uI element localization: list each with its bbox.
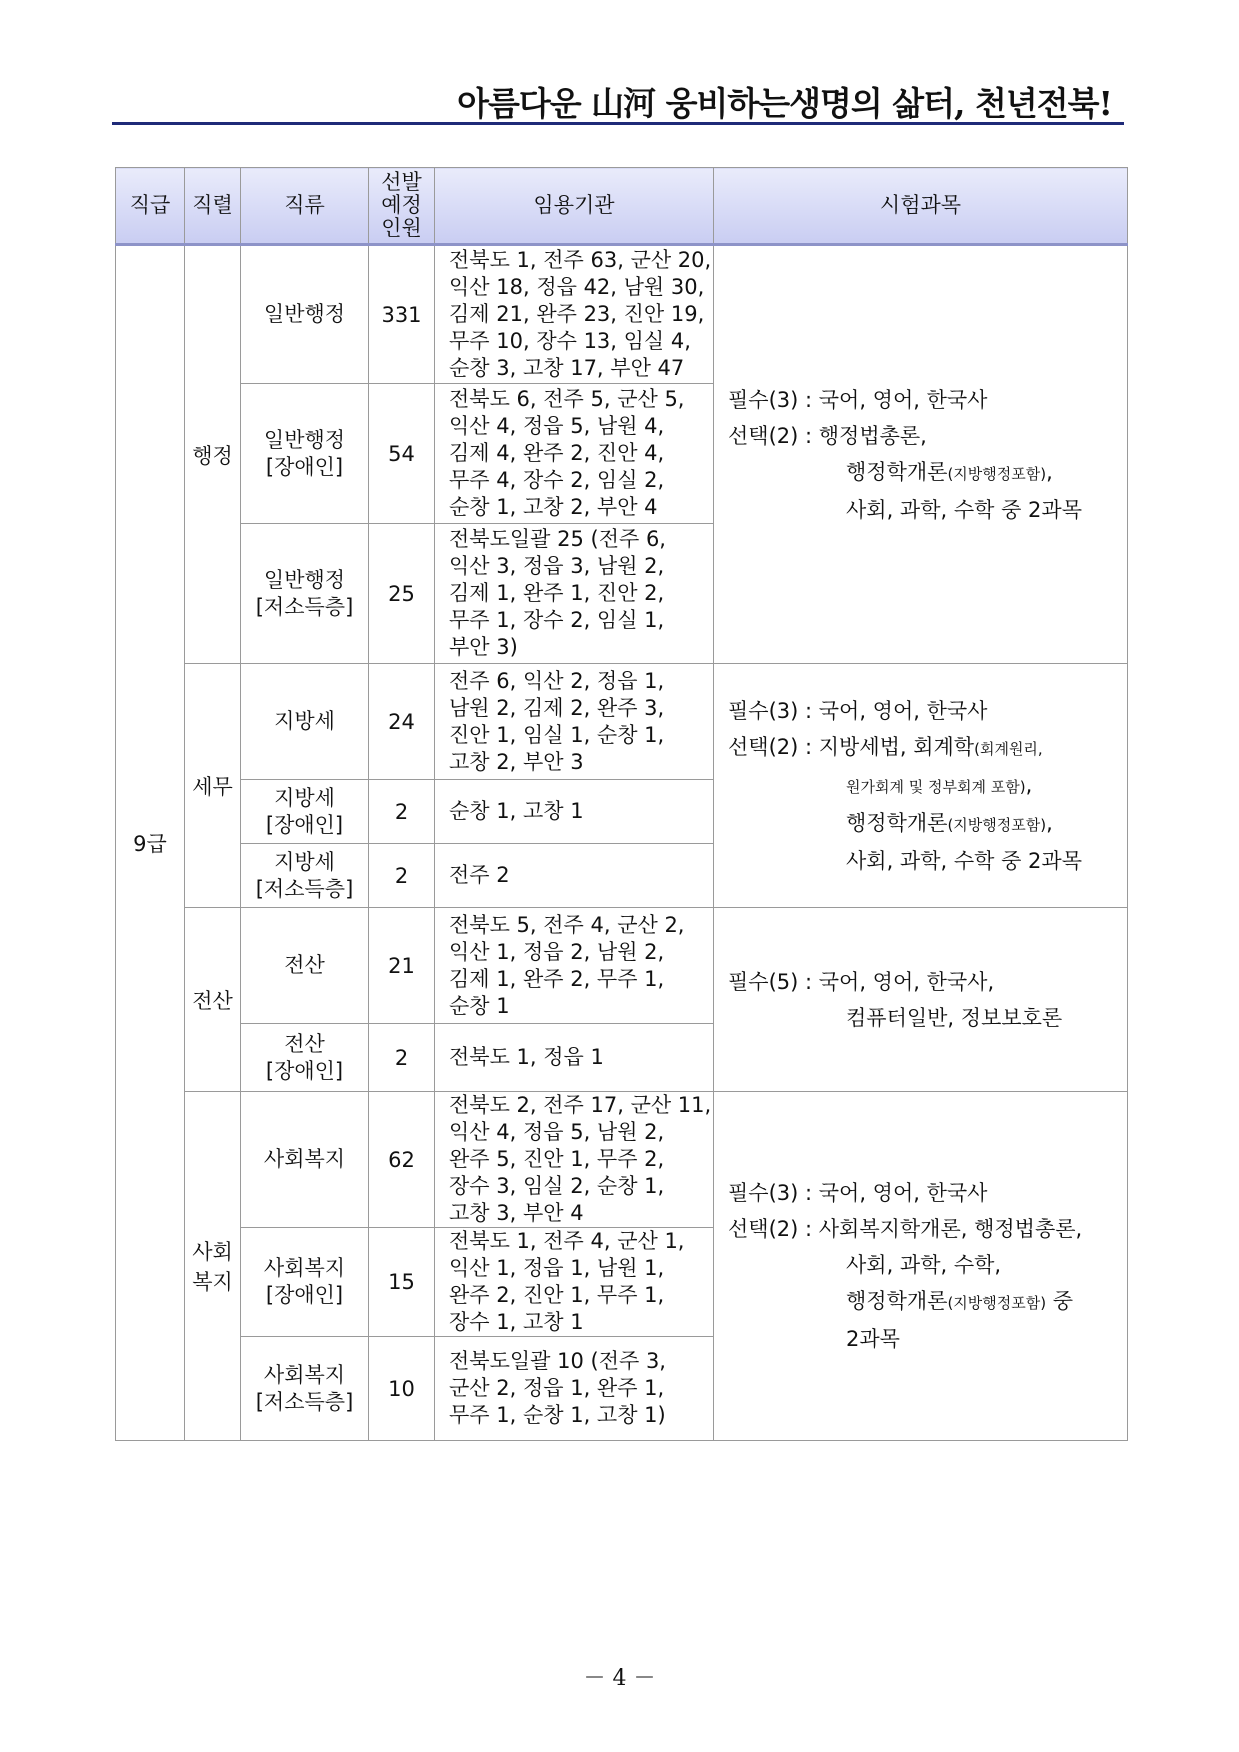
subject-small-text: (지방행정포함) <box>947 815 1047 834</box>
subject-main-text: 2과목 <box>846 1327 900 1351</box>
header-series: 직렬 <box>185 168 241 245</box>
agency-line: 무주 4, 장수 2, 임실 2, <box>449 468 665 492</box>
agency-line: 익산 1, 정읍 2, 남원 2, <box>449 939 665 964</box>
grade-cell: 9급 <box>116 245 185 1441</box>
header-count-line: 예정 <box>381 192 422 217</box>
agency-cell <box>435 1337 714 1441</box>
subjects-cell <box>714 908 1128 1092</box>
subject-small-text: (지방행정포함) <box>947 464 1047 483</box>
series-cell: 사회 복지 <box>185 1092 241 1441</box>
subject-line <box>728 693 1127 729</box>
category-line: [장애인] <box>265 1283 344 1307</box>
subject-after-text: , <box>1046 459 1053 484</box>
count-cell: 2 <box>369 1024 435 1092</box>
category-cell <box>241 1337 369 1441</box>
agency-cell <box>435 1024 714 1092</box>
agency-cell <box>435 780 714 844</box>
agency-line: 순창 1, 고창 2, 부안 4 <box>449 495 658 519</box>
category-cell <box>241 1024 369 1092</box>
header-agency: 임용기관 <box>435 168 714 245</box>
subject-line <box>728 418 1127 454</box>
table-row <box>116 245 1128 384</box>
subject-line <box>728 1000 1127 1036</box>
agency-line: 익산 4, 정읍 5, 남원 2, <box>449 1120 665 1144</box>
count-cell: 21 <box>369 908 435 1024</box>
table-row <box>116 1092 1128 1228</box>
agency-line: 전북도 1, 전주 63, 군산 20, <box>449 248 712 272</box>
subjects-cell <box>714 245 1128 664</box>
series-cell: 전산 <box>185 908 241 1092</box>
agency-line: 순창 1, 고창 1 <box>449 799 584 823</box>
table-header-row <box>116 168 1128 245</box>
subject-line <box>728 1211 1127 1247</box>
category-cell <box>241 384 369 524</box>
subject-small-text: (회계원리, <box>974 739 1043 758</box>
subject-line <box>728 1283 1127 1321</box>
subject-main-text: 행정학개론 <box>846 1289 948 1313</box>
agency-line: 김제 21, 완주 23, 진안 19, <box>449 302 705 326</box>
agency-line: 전북도 2, 전주 17, 군산 11, <box>449 1093 712 1117</box>
subject-main-text: 행정학개론 <box>846 459 948 484</box>
agency-line: 익산 4, 정읍 5, 남원 4, <box>449 414 665 438</box>
subject-after-text: , <box>1025 772 1033 797</box>
agency-line: 전북도일괄 10 (전주 3, <box>449 1349 666 1373</box>
category-line: [저소득층] <box>255 594 354 619</box>
category-cell <box>241 844 369 908</box>
agency-cell <box>435 908 714 1024</box>
subject-line <box>728 1321 1127 1357</box>
category-line: 전산 <box>284 1031 325 1056</box>
agency-line: 전주 6, 익산 2, 정읍 1, <box>449 668 665 693</box>
agency-line: 전북도 5, 전주 4, 군산 2, <box>449 912 685 937</box>
subject-line <box>728 729 1127 767</box>
agency-line: 장수 1, 고창 1 <box>449 1310 584 1334</box>
category-line: 지방세 <box>274 785 335 810</box>
header-count-line: 선발 <box>381 169 422 194</box>
category-line: 일반행정 <box>263 427 346 452</box>
subject-small-text: (지방행정포함) <box>947 1294 1047 1312</box>
agency-line: 익산 3, 정읍 3, 남원 2, <box>449 554 665 578</box>
agency-line: 완주 2, 진안 1, 무주 1, <box>449 1283 665 1307</box>
count-cell: 10 <box>369 1337 435 1441</box>
agency-cell <box>435 664 714 780</box>
agency-line: 순창 3, 고창 17, 부안 47 <box>449 356 685 380</box>
subject-main-text: 사회, 과학, 수학 중 2과목 <box>846 848 1082 873</box>
agency-line: 무주 1, 순창 1, 고창 1) <box>449 1403 666 1427</box>
page-number: － 4 － <box>583 1666 656 1691</box>
agency-line: 부안 3) <box>449 635 518 659</box>
agency-line: 남원 2, 김제 2, 완주 3, <box>449 695 665 720</box>
subject-main-text: 컴퓨터일반, 정보보호론 <box>846 1005 1063 1030</box>
table-row <box>116 908 1128 1024</box>
category-line: [저소득층] <box>255 876 354 901</box>
agency-line: 익산 1, 정읍 1, 남원 1, <box>449 1256 665 1280</box>
category-line: [장애인] <box>265 1058 344 1083</box>
category-cell <box>241 245 369 384</box>
category-line: [장애인] <box>265 454 344 479</box>
category-line: 지방세 <box>274 709 335 733</box>
count-cell: 54 <box>369 384 435 524</box>
agency-line: 전북도 1, 정읍 1 <box>449 1045 604 1069</box>
agency-cell <box>435 844 714 908</box>
count-cell: 2 <box>369 780 435 844</box>
category-cell <box>241 664 369 780</box>
subject-after-text: 중 <box>1046 1289 1074 1313</box>
agency-cell <box>435 384 714 524</box>
agency-cell <box>435 524 714 664</box>
agency-line: 전북도일괄 25 (전주 6, <box>449 527 666 551</box>
category-cell <box>241 780 369 844</box>
subject-after-text: , <box>1046 810 1053 835</box>
agency-line: 고창 2, 부안 3 <box>449 749 584 774</box>
category-cell <box>241 524 369 664</box>
category-line: 사회복지 <box>263 1147 346 1171</box>
header-slogan: 아름다운 山河 웅비하는생명의 삶터, 천년전북! <box>457 84 1112 123</box>
agency-line: 무주 1, 장수 2, 임실 1, <box>449 608 665 632</box>
category-line: 전산 <box>284 953 325 977</box>
subject-main-text: 필수(3) : 국어, 영어, 한국사 <box>728 1181 988 1205</box>
agency-line: 군산 2, 정읍 1, 완주 1, <box>449 1376 665 1400</box>
subject-main-text: 필수(3) : 국어, 영어, 한국사 <box>728 698 988 723</box>
category-cell <box>241 1092 369 1228</box>
agency-line: 전북도 1, 전주 4, 군산 1, <box>449 1229 685 1253</box>
agency-line: 장수 3, 임실 2, 순창 1, <box>449 1174 665 1198</box>
series-cell: 세무 <box>185 664 241 908</box>
category-line: [저소득층] <box>255 1389 354 1414</box>
agency-line: 고창 3, 부안 4 <box>449 1201 584 1225</box>
agency-line: 김제 1, 완주 1, 진안 2, <box>449 581 665 605</box>
subject-line <box>728 843 1127 879</box>
count-cell: 24 <box>369 664 435 780</box>
agency-line: 김제 4, 완주 2, 진안 4, <box>449 441 665 465</box>
series-cell: 행정 <box>185 245 241 664</box>
subject-main-text: 사회, 과학, 수학, <box>846 1253 1002 1277</box>
subject-main-text: 필수(3) : 국어, 영어, 한국사 <box>728 387 988 412</box>
header-grade: 직급 <box>116 168 185 245</box>
subject-small-text: 원가회계 및 정부회계 포함) <box>846 777 1026 796</box>
agency-cell <box>435 245 714 384</box>
agency-line: 김제 1, 완주 2, 무주 1, <box>449 966 665 991</box>
agency-line: 완주 5, 진안 1, 무주 2, <box>449 1147 665 1171</box>
agency-line: 전북도 6, 전주 5, 군산 5, <box>449 387 685 411</box>
subject-line <box>728 382 1127 418</box>
subject-line <box>728 964 1127 1000</box>
subject-main-text: 선택(2) : 행정법총론, <box>728 423 927 448</box>
subject-line <box>728 805 1127 843</box>
agency-line: 전주 2 <box>449 863 510 887</box>
count-cell: 331 <box>369 245 435 384</box>
agency-line: 순창 1 <box>449 993 510 1018</box>
category-line: 일반행정 <box>263 302 346 326</box>
subject-line <box>728 1175 1127 1211</box>
table-body <box>116 245 1128 1441</box>
subject-main-text: 행정학개론 <box>846 810 948 835</box>
agency-line: 무주 10, 장수 13, 임실 4, <box>449 329 691 353</box>
count-cell: 62 <box>369 1092 435 1228</box>
page-header <box>112 60 1124 125</box>
subject-line <box>728 767 1127 805</box>
subject-main-text: 선택(2) : 지방세법, 회계학 <box>728 734 975 759</box>
subject-line <box>728 454 1127 492</box>
count-cell: 25 <box>369 524 435 664</box>
agency-line: 진안 1, 임실 1, 순창 1, <box>449 722 665 747</box>
count-cell: 2 <box>369 844 435 908</box>
header-subjects: 시험과목 <box>714 168 1128 245</box>
category-line: 지방세 <box>274 849 335 874</box>
category-line: 일반행정 <box>263 567 346 592</box>
header-category: 직류 <box>241 168 369 245</box>
subject-main-text: 선택(2) : 사회복지학개론, 행정법총론, <box>728 1217 1083 1241</box>
subject-line <box>728 1247 1127 1283</box>
subjects-cell <box>714 1092 1128 1441</box>
subject-main-text: 사회, 과학, 수학 중 2과목 <box>846 497 1082 522</box>
subject-main-text: 필수(5) : 국어, 영어, 한국사, <box>728 969 995 994</box>
category-cell <box>241 908 369 1024</box>
subjects-cell <box>714 664 1128 908</box>
header-count-line: 인원 <box>381 216 422 241</box>
subject-line <box>728 492 1127 528</box>
exam-table <box>115 167 1128 1441</box>
category-line: [장애인] <box>265 812 344 837</box>
category-line: 사회복지 <box>263 1256 346 1280</box>
agency-cell <box>435 1228 714 1337</box>
count-cell: 15 <box>369 1228 435 1337</box>
category-line: 사회복지 <box>263 1362 346 1387</box>
agency-cell <box>435 1092 714 1228</box>
table-row <box>116 664 1128 780</box>
header-count <box>369 168 435 245</box>
agency-line: 익산 18, 정읍 42, 남원 30, <box>449 275 705 299</box>
category-cell <box>241 1228 369 1337</box>
